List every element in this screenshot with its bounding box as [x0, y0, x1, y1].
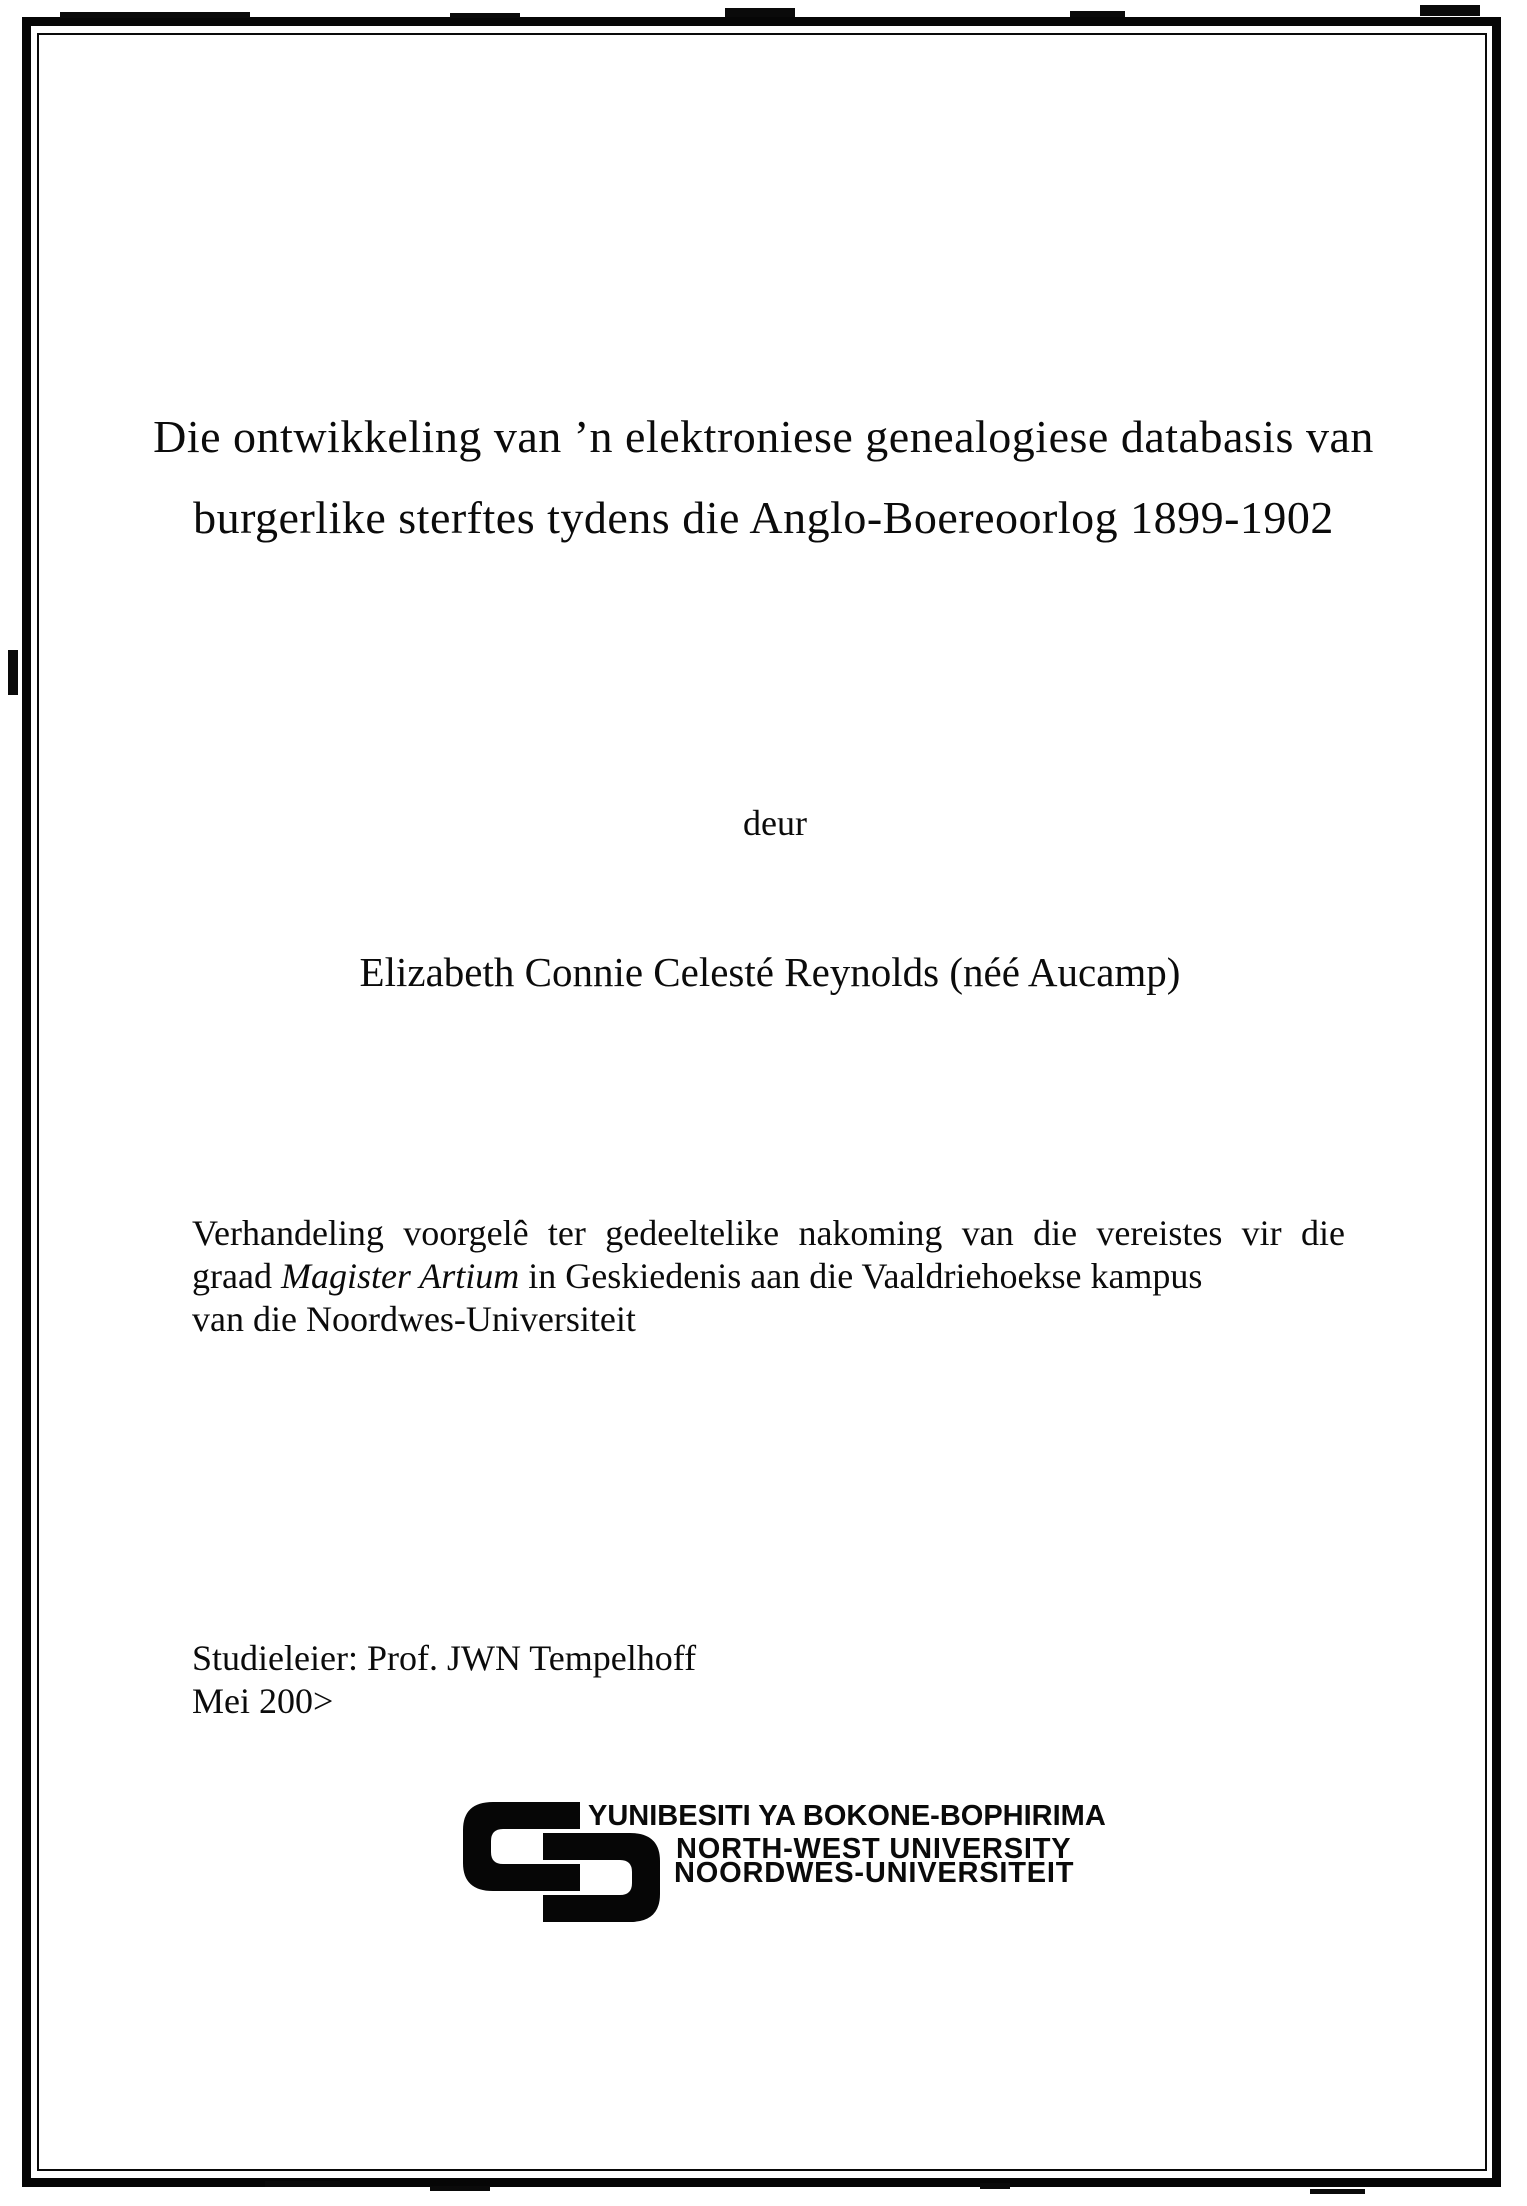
- scan-artifact: [265, 2181, 340, 2187]
- author-name: Elizabeth Connie Celesté Reynolds (néé Aucamp): [359, 949, 1181, 995]
- submission-line1: Verhandeling voorgelê ter gedeeltelike nakoming van die vereistes vir die: [192, 1213, 1345, 1253]
- scan-artifact: [1420, 5, 1480, 16]
- scan-artifact: [980, 2183, 1010, 2189]
- logo-text-setswana: YUNIBESITI YA BOKONE-BOPHIRIMA: [588, 1800, 1106, 1832]
- thesis-title: [0, 396, 1527, 558]
- scan-artifact: [725, 8, 795, 17]
- submission-statement: [192, 1212, 1345, 1341]
- supervisor-block: [192, 1637, 696, 1723]
- scan-artifact: [430, 2186, 490, 2191]
- degree-name: Magister Artium: [280, 1256, 520, 1296]
- thesis-title-line1: Die ontwikkeling van ’n elektroniese genealogiese databasis van: [153, 411, 1374, 462]
- logo-text-english: NORTH-WEST UNIVERSITY: [676, 1833, 1072, 1865]
- submission-line2-prefix: graad: [192, 1256, 281, 1296]
- scan-artifact: [60, 12, 250, 18]
- submission-line2-suffix: in Geskiedenis aan die Vaaldriehoekse kampus: [519, 1256, 1203, 1296]
- thesis-title-line2: burgerlike sterftes tydens die Anglo-Boereoorlog 1899-1902: [193, 492, 1334, 543]
- scan-artifact: [1310, 2189, 1365, 2194]
- submission-line2: [192, 1255, 1345, 1298]
- scan-artifact: [8, 650, 18, 695]
- submission-line3: van die Noordwes-Universiteit: [192, 1299, 636, 1339]
- scan-artifact: [1070, 11, 1125, 17]
- byline-label: deur: [743, 803, 807, 843]
- supervisor-line: Studieleier: Prof. JWN Tempelhoff: [192, 1638, 697, 1678]
- scan-artifact: [450, 13, 520, 18]
- date-line: Mei 200>: [192, 1681, 334, 1721]
- logo-text-afrikaans: NOORDWES-UNIVERSITEIT: [674, 1857, 1075, 1889]
